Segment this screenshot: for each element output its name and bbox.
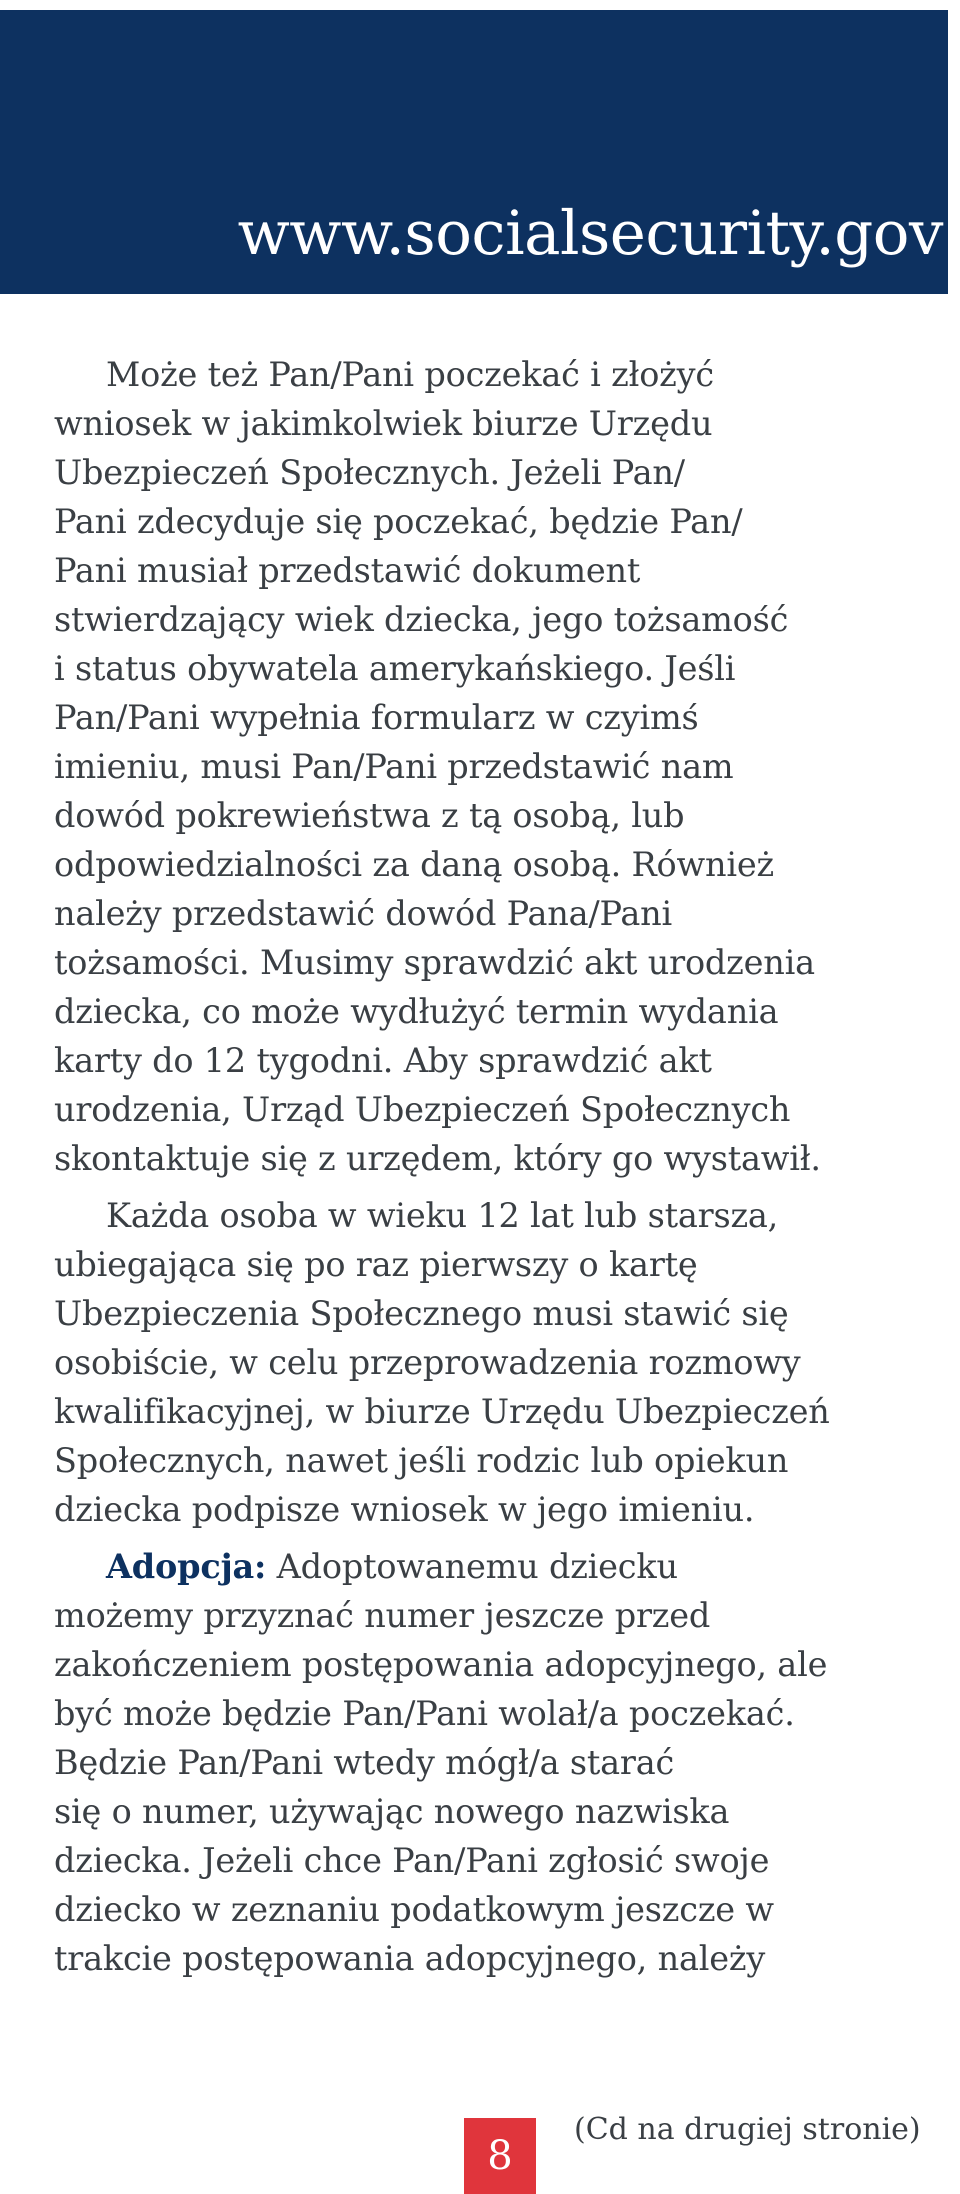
paragraph-3-line: się o numer, używając nowego nazwiska xyxy=(54,1792,730,1831)
paragraph-1-line: i status obywatela amerykańskiego. Jeśli xyxy=(54,649,736,688)
paragraph-1-line: tożsamości. Musimy sprawdzić akt urodzenia xyxy=(54,943,815,982)
paragraph-1-line: Pani musiał przedstawić dokument xyxy=(54,551,641,590)
page-number: 8 xyxy=(464,2118,536,2194)
paragraph-1-line: Ubezpieczeń Społecznych. Jeżeli Pan/ xyxy=(54,453,685,492)
paragraph-3-line: być może będzie Pan/Pani wolał/a poczekać. xyxy=(54,1694,795,1733)
paragraph-1-line: wniosek w jakimkolwiek biurze Urzędu xyxy=(54,404,713,443)
paragraph-2-line: Każda osoba w wieku 12 lat lub starsza, xyxy=(106,1196,779,1235)
adoption-label: Adopcja: xyxy=(106,1547,267,1586)
website-url: www.socialsecurity.gov xyxy=(237,198,943,269)
continued-note: (Cd na drugiej stronie) xyxy=(574,2112,921,2147)
paragraph-2-line: kwalifikacyjnej, w biurze Urzędu Ubezpieczeń xyxy=(54,1392,830,1431)
paragraph-1-line: skontaktuje się z urzędem, który go wystawił. xyxy=(54,1139,821,1178)
paragraph-3-first-line-text: Adoptowanemu dziecku xyxy=(266,1547,678,1586)
paragraph-1-line: Pani zdecyduje się poczekać, będzie Pan/ xyxy=(54,502,743,541)
paragraph-1-line: należy przedstawić dowód Pana/Pani xyxy=(54,894,673,933)
paragraph-1-line: imieniu, musi Pan/Pani przedstawić nam xyxy=(54,747,734,786)
paragraph-2-line: Społecznych, nawet jeśli rodzic lub opiekun xyxy=(54,1441,789,1480)
paragraph-1-line: Może też Pan/Pani poczekać i złożyć xyxy=(106,355,714,394)
paragraph-2-line: osobiście, w celu przeprowadzenia rozmowy xyxy=(54,1343,801,1382)
paragraph-1-line: dowód pokrewieństwa z tą osobą, lub xyxy=(54,796,685,835)
paragraph-1-line: dziecka, co może wydłużyć termin wydania xyxy=(54,992,779,1031)
paragraph-2-line: dziecka podpisze wniosek w jego imieniu. xyxy=(54,1490,755,1529)
paragraph-3-line: dziecka. Jeżeli chce Pan/Pani zgłosić swoje xyxy=(54,1841,770,1880)
paragraph-2-line: ubiegająca się po raz pierwszy o kartę xyxy=(54,1245,698,1284)
paragraph-3-line: trakcie postępowania adopcyjnego, należy xyxy=(54,1939,766,1978)
paragraph-3-line: zakończeniem postępowania adopcyjnego, ale xyxy=(54,1645,828,1684)
header-banner xyxy=(0,10,948,294)
paragraph-3-line: możemy przyznać numer jeszcze przed xyxy=(54,1596,711,1635)
paragraph-1-line: karty do 12 tygodni. Aby sprawdzić akt xyxy=(54,1041,712,1080)
paragraph-2-line: Ubezpieczenia Społecznego musi stawić się xyxy=(54,1294,789,1333)
paragraph-1-line: Pan/Pani wypełnia formularz w czyimś xyxy=(54,698,699,737)
paragraph-3-line: dziecko w zeznaniu podatkowym jeszcze w xyxy=(54,1890,774,1929)
paragraph-3-first-line xyxy=(54,1542,944,1591)
paragraph-1-line: odpowiedzialności za daną osobą. Również xyxy=(54,845,774,884)
body-text xyxy=(54,350,944,1983)
paragraph-1-line: urodzenia, Urząd Ubezpieczeń Społecznych xyxy=(54,1090,791,1129)
paragraph-3-line: Będzie Pan/Pani wtedy mógł/a starać xyxy=(54,1743,675,1782)
paragraph-1-line: stwierdzający wiek dziecka, jego tożsamość xyxy=(54,600,789,639)
